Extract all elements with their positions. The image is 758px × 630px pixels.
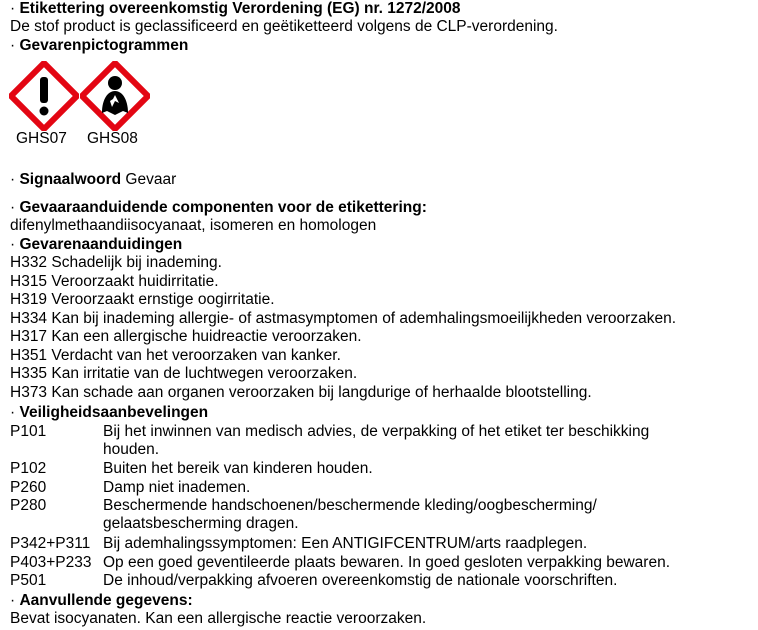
precaution-code: P280 — [10, 497, 47, 514]
precaution-text: De inhoud/verpakking afvoeren overeenkomstig de nationale voorschriften. — [103, 572, 618, 589]
precaution-code: P260 — [10, 479, 47, 496]
signal-word-value: Gevaar — [125, 171, 177, 188]
pictogram-code-ghs07: GHS07 — [16, 130, 67, 147]
hazard-statement: H317 Kan een allergische huidreactie veroorzaken. — [10, 328, 362, 345]
precaution-code: P101 — [10, 423, 47, 440]
precaution-code: P501 — [10, 572, 47, 589]
hazard-statement: H351 Verdacht van het veroorzaken van kanker. — [10, 347, 341, 364]
exclamation-mark-icon — [9, 61, 79, 131]
hazard-statement: H334 Kan bij inademing allergie- of astmasymptomen of ademhalingsmoeilijkheden veroorzaken. — [10, 310, 677, 327]
precaution-code: P403+P233 — [10, 554, 92, 571]
hazard-statements-heading: · Gevarenaanduidingen — [10, 236, 183, 253]
precaution-text: Bij ademhalingssymptomen: Een ANTIGIFCENTRUM/arts raadplegen. — [103, 535, 588, 552]
health-hazard-icon — [80, 61, 150, 131]
precaution-text: Buiten het bereik van kinderen houden. — [103, 460, 373, 477]
hazard-statement: H335 Kan irritatie van de luchtwegen veroorzaken. — [10, 365, 358, 382]
pictograms-heading: · Gevarenpictogrammen — [10, 37, 189, 54]
additional-text: Bevat isocyanaten. Kan een allergische reactie veroorzaken. — [10, 610, 427, 627]
hazard-statement: H373 Kan schade aan organen veroorzaken bij langdurige of herhaalde blootstelling. — [10, 384, 592, 401]
signal-word: · Signaalwoord Gevaar — [10, 171, 177, 188]
components-heading: · Gevaaraanduidende componenten voor de etikettering: — [10, 199, 427, 216]
labelling-heading: · Etikettering overeenkomstig Verordening (EG) nr. 1272/2008 — [10, 0, 461, 17]
pictogram-code-ghs08: GHS08 — [87, 130, 138, 147]
precaution-text: Bij het inwinnen van medisch advies, de verpakking of het etiket ter beschikking — [103, 423, 650, 440]
precaution-text-cont: houden. — [103, 441, 160, 458]
precaution-text: Op een goed geventileerde plaats bewaren. In goed gesloten verpakking bewaren. — [103, 554, 671, 571]
precaution-text: Damp niet inademen. — [103, 479, 251, 496]
precaution-text: Beschermende handschoenen/beschermende kleding/oogbescherming/ — [103, 497, 597, 514]
precaution-code: P342+P311 — [10, 535, 91, 552]
labelling-text: De stof product is geclassificeerd en geëtiketteerd volgens de CLP-verordening. — [10, 18, 558, 35]
additional-heading: · Aanvullende gegevens: — [10, 592, 193, 609]
hazard-statement: H315 Veroorzaakt huidirritatie. — [10, 273, 219, 290]
hazard-statement: H319 Veroorzaakt ernstige oogirritatie. — [10, 291, 275, 308]
components-text: difenylmethaandiisocyanaat, isomeren en homologen — [10, 217, 377, 234]
precaution-text-cont: gelaatsbescherming dragen. — [103, 515, 299, 532]
precautionary-heading: · Veiligheidsaanbevelingen — [10, 404, 209, 421]
precaution-code: P102 — [10, 460, 47, 477]
hazard-statement: H332 Schadelijk bij inademing. — [10, 254, 222, 271]
